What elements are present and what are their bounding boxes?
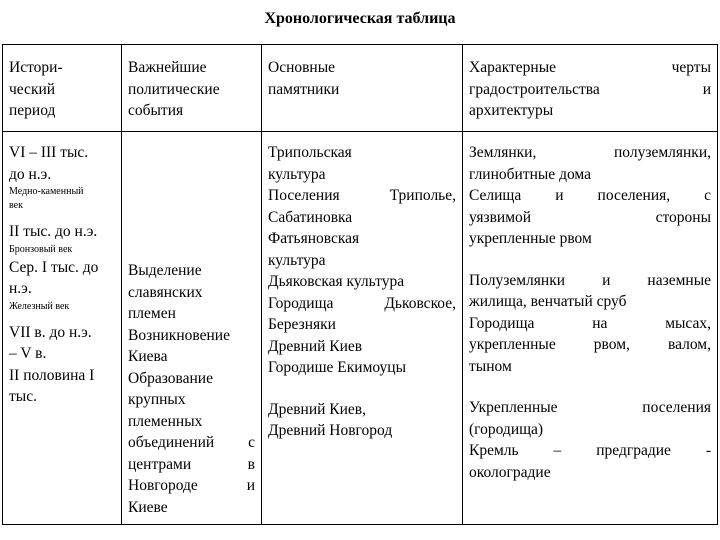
spacer — [469, 250, 711, 270]
page-title: Хронологическая таблица — [264, 10, 456, 27]
monument-text: культура — [268, 251, 326, 269]
event-text: племен — [128, 305, 176, 322]
monument-text: Фатьяновская — [268, 230, 360, 247]
spacer — [9, 213, 115, 221]
period-text: н.э. — [9, 280, 32, 297]
header-events-line: события — [128, 102, 184, 119]
monument-text: Березняки — [268, 316, 336, 333]
period-text: VII в. до н.э. — [9, 323, 92, 341]
monument-text: Древний Новгород — [268, 422, 393, 439]
age-label: Бронзовый век — [9, 243, 73, 255]
period-text: II тыс. до н.э. — [9, 223, 98, 240]
feature-text: укрепленные рвом, валом, — [469, 336, 711, 353]
event-text: славянских — [128, 283, 203, 301]
event-text: центрами в — [128, 455, 255, 473]
period-text: Сер. I тыс. до — [9, 258, 99, 276]
monument-text: Трипольская — [268, 144, 352, 161]
header-features-line: Характерные черты — [469, 59, 711, 76]
age-label: Железный век — [9, 300, 70, 312]
spacer — [469, 377, 711, 397]
header-period-line: ческий — [9, 80, 56, 98]
header-features-line: градостроительства и — [469, 80, 711, 98]
feature-text: Кремль – предградие - — [469, 442, 711, 459]
feature-text: Землянки, полуземлянки, — [469, 144, 711, 161]
event-text: Киеве — [128, 498, 168, 516]
header-period — [3, 45, 122, 132]
feature-text: Укрепленные поселения — [469, 399, 711, 416]
feature-text: (городища) — [469, 420, 544, 438]
header-monuments — [262, 45, 463, 132]
event-text: Возникновение — [128, 326, 230, 344]
feature-text: Полуземлянки и наземные — [469, 271, 711, 289]
table-header-row — [3, 45, 718, 132]
monument-text: Городища Дьковское, — [268, 294, 456, 312]
feature-text: Городища на мысах, — [469, 314, 711, 332]
monument-text: Дьяковская культура — [268, 273, 405, 290]
event-text: Выделение — [128, 262, 202, 279]
feature-text: жилища, венчатый сруб — [469, 293, 627, 310]
events-cell — [122, 132, 262, 525]
table-body-row — [3, 132, 718, 525]
period-text: II половина I — [9, 366, 95, 384]
period-text: тыс. — [9, 388, 37, 405]
header-monuments-line: памятники — [268, 80, 340, 98]
feature-text: тыном — [469, 357, 512, 375]
chronology-table — [2, 44, 718, 525]
header-period-line: период — [9, 102, 56, 119]
header-events-line: политические — [128, 80, 220, 98]
spacer — [9, 314, 115, 322]
monument-text: Древний Киев, — [268, 400, 366, 418]
monument-text: Городише Екимоуцы — [268, 359, 406, 376]
feature-text: глинобитные дома — [469, 165, 591, 183]
event-text: племенных — [128, 412, 203, 430]
header-events — [122, 45, 262, 132]
feature-text: уязвимой стороны — [469, 208, 711, 226]
feature-text: Селища и поселения, с — [469, 187, 711, 204]
spacer — [268, 379, 456, 399]
period-text: – V в. — [9, 345, 47, 362]
monument-text: Сабатиновка — [268, 208, 353, 226]
monument-text: Древний Киев — [268, 337, 363, 355]
header-features — [463, 45, 718, 132]
age-label: Медно-каменный — [9, 186, 84, 197]
age-label: век — [9, 200, 23, 211]
feature-text: околоградие — [469, 463, 551, 481]
event-text: крупных — [128, 391, 186, 408]
period-text: до н.э. — [9, 165, 52, 183]
period-text: VI – III тыс. — [9, 144, 89, 161]
event-text: объединений с — [128, 434, 255, 451]
monument-text: культура — [268, 165, 326, 183]
header-features-line: архитектуры — [469, 102, 554, 119]
header-events-line: Важнейшие — [128, 59, 207, 76]
monument-text: Поселения Триполье, — [268, 187, 456, 204]
period-cell — [3, 132, 122, 525]
header-monuments-line: Основные — [268, 59, 336, 76]
header-period-line: Истори- — [9, 59, 63, 76]
monuments-cell — [262, 132, 463, 525]
features-cell — [463, 132, 718, 525]
event-text: Киева — [128, 348, 168, 365]
feature-text: укрепленные рвом — [469, 230, 592, 247]
event-text: Новгороде и — [128, 477, 255, 494]
event-text: Образование — [128, 369, 213, 387]
spacer — [128, 142, 255, 260]
